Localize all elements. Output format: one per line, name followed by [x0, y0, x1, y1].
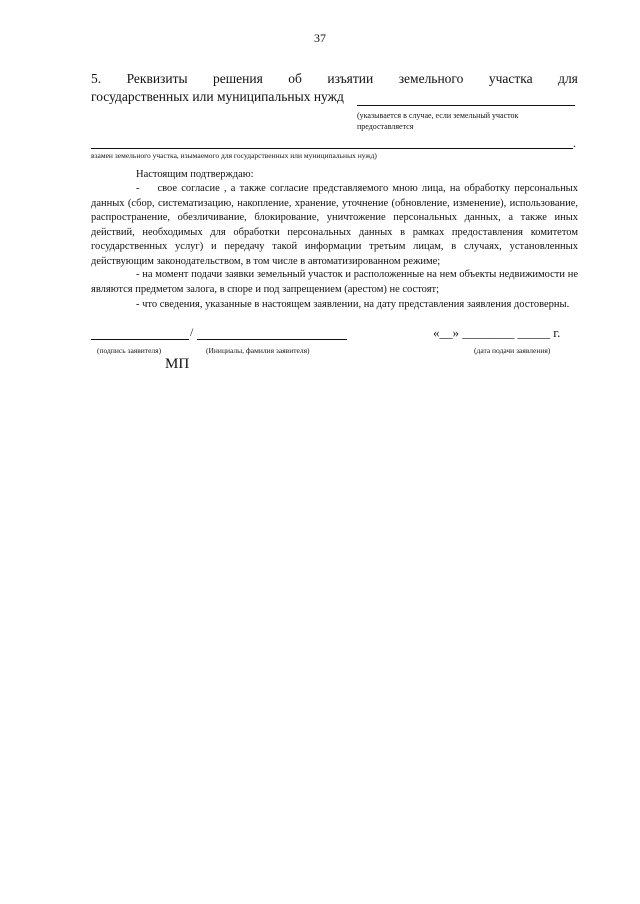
heading-word: об: [288, 71, 302, 86]
section-5-line2: государственных или муниципальных нужд: [91, 89, 344, 104]
consent-dash: -: [136, 183, 140, 194]
signature-line[interactable]: [91, 339, 189, 340]
page-number: 37: [314, 31, 326, 45]
date-field[interactable]: «__» ________ _____ г.: [433, 325, 561, 340]
no-pledge-text: - на момент подачи заявки земельный участок и расположенные на нем объекты недвижимости не являются предметом залога, в споре и под запрещением (арестом) не состоят;: [91, 269, 578, 295]
heading-word: изъятии: [327, 71, 374, 86]
heading-word: 5.: [91, 71, 102, 86]
date-label: (дата подачи заявления): [474, 346, 551, 355]
heading-word: земельного: [398, 71, 464, 86]
hint-if-provided: (указывается в случае, если земельный участок предоставляется: [357, 111, 519, 131]
heading-word: решения: [213, 71, 263, 86]
section-5-heading: [91, 71, 578, 87]
name-label: (Инициалы, фамилия заявителя): [206, 346, 310, 355]
signature-label: (подпись заявителя): [97, 346, 162, 355]
line-end-period: .: [573, 136, 576, 150]
info-true-text: - что сведения, указанные в настоящем заявлении, на дату представления заявления достоверны.: [136, 299, 570, 310]
signature-slash: /: [190, 325, 194, 339]
name-line[interactable]: [197, 339, 347, 340]
stamp-place: МП: [165, 356, 190, 372]
heading-word: Реквизиты: [126, 71, 188, 86]
consent-text: свое согласие , а также согласие представляемого мною лица, на обработку персональных данных (сбор, систематизацию, накопление, хранение, уточнение (обновление, изменение), использование, распространение, обезличивание, блокирование, уничтожение персональных данных, а также иных действий, необходимых для обработки персональных данных в рамках предоставления комитетом государственных услуг) и передачу такой информации третьим лицам, в случаях, установленных действующим законодательством, в том числе в автоматизированном режиме;: [91, 183, 578, 267]
hint-in-exchange: взамен земельного участка, изымаемого для государственных или муниципальных нужд): [91, 151, 377, 160]
decision-details-line-2[interactable]: [91, 148, 573, 149]
consent-paragraph: [91, 182, 578, 270]
decision-details-line[interactable]: [357, 105, 575, 106]
heading-word: участка: [488, 71, 533, 86]
info-true-paragraph: [91, 298, 578, 313]
heading-word: для: [558, 71, 578, 86]
no-pledge-paragraph: [91, 268, 578, 297]
confirmation-heading: Настоящим подтверждаю:: [136, 169, 254, 180]
